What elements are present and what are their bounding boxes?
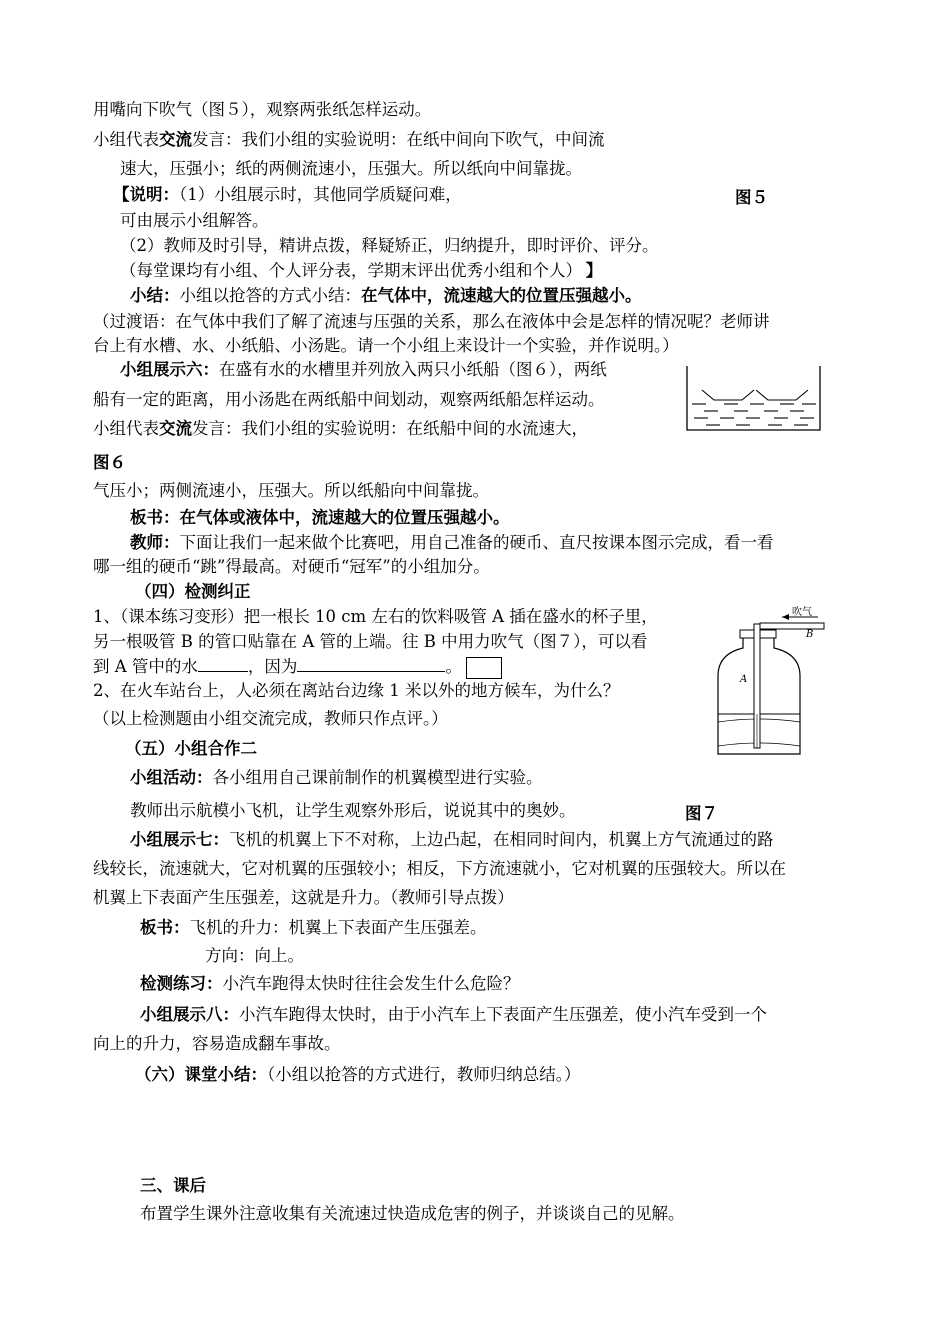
text-line: 气压小；两侧流速小，压强大。所以纸船向中间靠拢。 — [93, 481, 489, 500]
text-line: 可由展示小组解答。 — [120, 211, 269, 230]
text-line: 小组代表交流发言：我们小组的实验说明：在纸船中间的水流速大， — [93, 419, 588, 438]
text-line: 用嘴向下吹气（图５），观察两张纸怎样运动。 — [93, 100, 432, 119]
section-heading: 三、课后 — [140, 1176, 206, 1195]
question-line: 2、在火车站台上，人必须在离站台边缘 1 米以外的地方候车，为什么？ — [93, 681, 620, 700]
text-line: 线较长，流速就大，它对机翼的压强较小；相反，下方流速就小，它对机翼的压强较大。所以在 — [93, 859, 786, 878]
text-line: 布置学生课外注意收集有关流速过快造成危害的例子，并谈谈自己的见解。 — [140, 1204, 685, 1223]
blow-label: 吹气 — [792, 607, 812, 618]
text-line: 向上的升力，容易造成翻车事故。 — [93, 1034, 341, 1053]
text-line: （过渡语：在气体中我们了解了流速与压强的关系，那么在液体中会是怎样的情况呢？老师讲 — [93, 312, 770, 331]
summary-line: 小结：小组以抢答的方式小结：在气体中，流速越大的位置压强越小。 — [130, 286, 642, 305]
straw-a-label: A — [740, 674, 748, 685]
text-line: 教师：下面让我们一起来做个比赛吧，用自己准备的硬币、直尺按课本图示完成，看一看 — [130, 533, 774, 552]
figure-5-caption: 图５ — [735, 188, 768, 207]
question-line: 1、（课本练习变形）把一根长 10 cm 左右的饮料吸管 A 插在盛水的杯子里， — [93, 607, 658, 626]
text-line: 速大，压强小；纸的两侧流速小，压强大。所以纸向中间靠拢。 — [120, 159, 582, 178]
straw-jar-figure — [712, 596, 832, 764]
answer-blank[interactable] — [198, 671, 248, 672]
text-line: 板书：飞机的升力：机翼上下表面产生压强差。 — [140, 918, 487, 937]
text-line: 机翼上下表面产生压强差，这就是升力。（教师引导点拨） — [93, 888, 514, 907]
straw-b-label: B — [806, 629, 814, 640]
text-line: 小组代表交流发言：我们小组的实验说明：在纸中间向下吹气，中间流 — [93, 130, 605, 149]
board-note: 板书：在气体或液体中，流速越大的位置压强越小。 — [130, 508, 510, 527]
text-line: 检测练习：小汽车跑得太快时往往会发生什么危险？ — [140, 974, 520, 993]
section-heading: （四）检测纠正 — [135, 582, 251, 601]
text-line: 台上有水槽、水、小纸船、小汤匙。请一个小组上来设计一个实验，并作说明。） — [93, 336, 679, 355]
text-line: 船有一定的距离，用小汤匙在两纸船中间划动，观察两纸船怎样运动。 — [93, 390, 605, 409]
text-line: 小组展示六：在盛有水的水槽里并列放入两只小纸船（图６），两纸 — [120, 360, 607, 379]
section-heading: （五）小组合作二 — [125, 739, 257, 758]
question-line: 到 A 管中的水 ，因为 。 — [93, 656, 502, 679]
text-line: 小组展示七：飞机的机翼上下不对称，上边凸起，在相同时间内，机翼上方气流通过的路 — [130, 830, 774, 849]
text-line: （2）教师及时引导，精讲点拨，释疑矫正，归纳提升，即时评价、评分。 — [120, 236, 659, 255]
water-tank-figure — [684, 364, 824, 434]
text-line: （六）课堂小结：（小组以抢答的方式进行，教师归纳总结。） — [135, 1065, 581, 1084]
answer-blank[interactable] — [297, 671, 445, 672]
text-line: 小组活动：各小组用自己课前制作的机翼模型进行实验。 — [130, 768, 543, 787]
figure-6-caption: 图６ — [93, 453, 126, 472]
text-line: （每堂课均有小组、个人评分表，学期末评出优秀小组和个人） 】 — [120, 261, 603, 280]
text-line: 教师出示航模小飞机，让学生观察外形后，说说其中的奥妙。 — [130, 801, 576, 820]
text-line: 小组展示八：小汽车跑得太快时，由于小汽车上下表面产生压强差，使小汽车受到一个 — [140, 1005, 767, 1024]
answer-box[interactable] — [466, 657, 502, 679]
question-line: 另一根吸管 B 的管口贴靠在 A 管的上端。往 B 中用力吹气（图７），可以看 — [93, 632, 648, 651]
text-line: （以上检测题由小组交流完成，教师只作点评。） — [93, 709, 448, 728]
figure-7-caption: 图７ — [685, 804, 718, 823]
text-line: 哪一组的硬币“跳”得最高。对硬币“冠军”的小组加分。 — [93, 557, 490, 576]
text-line: 【说明：（1）小组展示时，其他同学质疑问难， — [113, 185, 462, 204]
text-line: 方向：向上。 — [205, 946, 304, 965]
